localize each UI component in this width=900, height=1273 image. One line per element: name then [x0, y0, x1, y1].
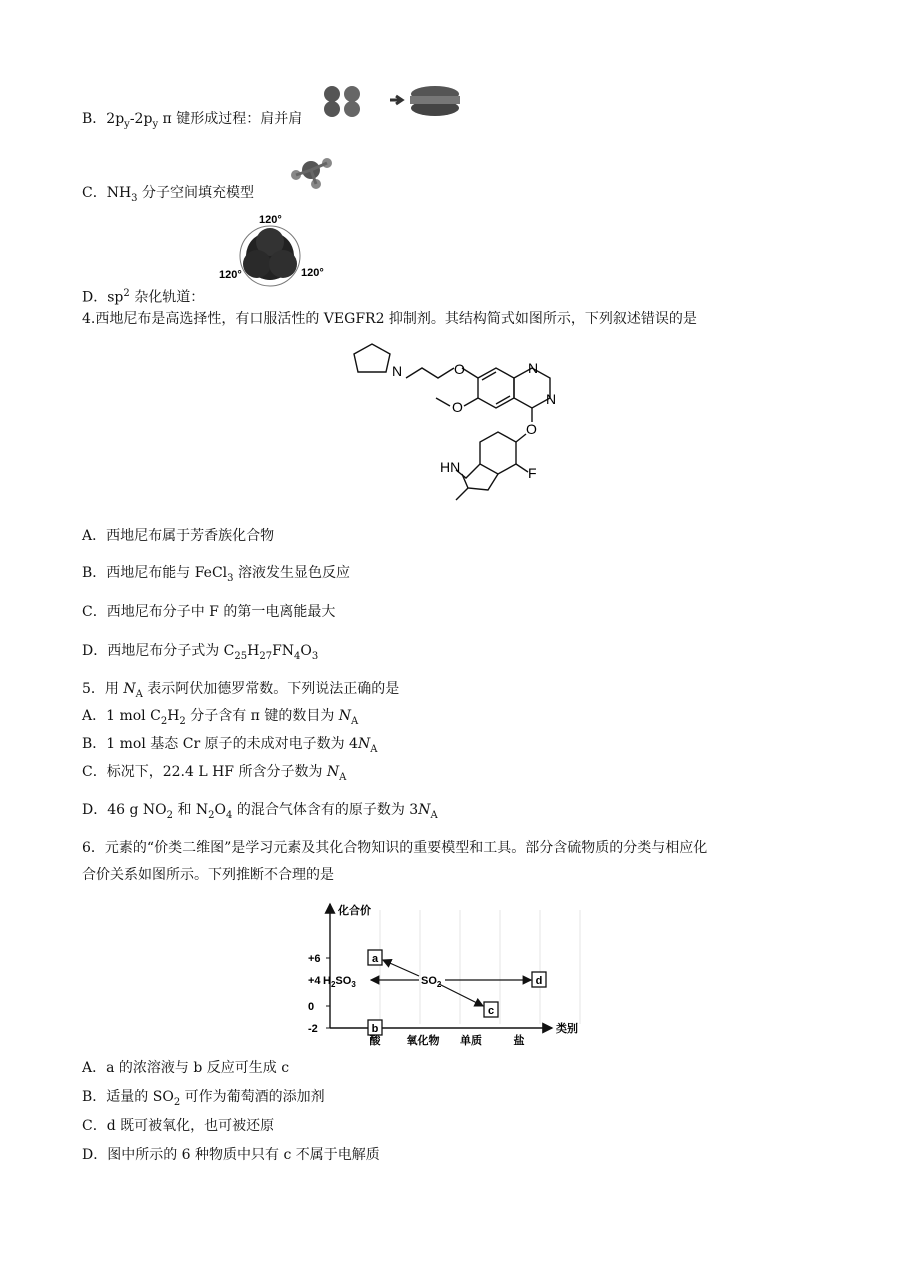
y-tick-labels [308, 953, 330, 1035]
atom-n-ring-1: N [528, 360, 539, 376]
atom-hn: HN [440, 459, 461, 475]
q5-option-d: D．46 g $NO_2$ 和 $N_2O_4$ 的混合气体含有的原子数为 $3N_A$ [82, 802, 438, 821]
q6-option-d: D．图中所示的 6 种物质中只有 c 不属于电解质 [82, 1147, 380, 1163]
atom-n-pyrrolidine: N [392, 363, 403, 379]
atom-o-link: O [526, 421, 537, 437]
q4-option-b: B．西地尼布能与 FeCl$_3$ 溶液发生显色反应 [82, 565, 350, 584]
angle-label-right: 120° [301, 267, 324, 279]
chart-points [323, 950, 546, 1035]
q4-option-a: A．西地尼布属于芳香族化合物 [82, 528, 275, 544]
point-label-d: d [535, 975, 543, 987]
q6-option-c: C．d 既可被氧化，也可被还原 [82, 1118, 275, 1134]
point-label-a: a [371, 953, 379, 965]
arrow-so2-to-c [439, 984, 483, 1006]
q3-option-b: B．$2p_y-2p_y$ π 键形成过程：肩并肩 [82, 111, 303, 130]
y-axis-label: 化合价 [338, 905, 371, 917]
angle-label-left: 120° [219, 269, 242, 281]
x-tick-label: 酸 [369, 1035, 381, 1047]
point-label-c: c [487, 1005, 495, 1017]
q5-option-b: B．1 mol 基态 Cr 原子的未成对电子数为 $4N_A$ [82, 736, 378, 755]
q4-option-d: D．西地尼布分子式为 $C_{25}H_{27}FN_4O_3$ [82, 643, 319, 662]
q6-stem-line-1: 6．元素的“价类二维图”是学习元素及其化合物知识的重要模型和工具。部分含硫物质的分类与相应化 [82, 840, 708, 856]
q6-stem-line-2: 合价关系如图所示。下列推断不合理的是 [82, 867, 334, 883]
y-tick-label: +4 [308, 975, 321, 987]
y-tick-label: -2 [308, 1023, 318, 1035]
sp2-orbital-figure [215, 212, 325, 292]
x-axis-label: 类别 [556, 1023, 578, 1035]
y-tick-label: 0 [308, 1001, 315, 1013]
q3-option-c: C．$NH_3$ 分子空间填充模型 [82, 185, 254, 204]
point-label-so2: $SO_2$ [421, 975, 442, 989]
valence-class-chart [300, 896, 590, 1052]
point-label-b: b [371, 1023, 379, 1035]
q3-option-d: D．$sp^2$ 杂化轨道： [82, 288, 205, 306]
atom-o-methoxy: O [452, 399, 463, 415]
q5-stem: 5．用 $N_A$ 表示阿伏加德罗常数。下列说法正确的是 [82, 681, 400, 700]
point-label-h2so3: $H_2SO_3$ [323, 975, 356, 989]
atom-f: F [528, 465, 537, 481]
q6-option-a: A．a 的浓溶液与 b 反应可生成 c [82, 1060, 290, 1076]
pi-bond-orbital-figure [320, 82, 465, 118]
y-tick-label: +6 [308, 953, 321, 965]
x-tick-label: 单质 [460, 1035, 482, 1047]
q5-option-a: A．1 mol $C_2H_2$ 分子含有 π 键的数目为 $N_A$ [82, 708, 359, 727]
x-tick-labels [370, 1033, 525, 1047]
q4-stem: 4.西地尼布是高选择性，有口服活性的 VEGFR2 抑制剂。其结构简式如图所示，下列叙述错误的是 [82, 311, 697, 327]
q5-option-c: C．标况下，22.4 L HF 所含分子数为 $N_A$ [82, 764, 347, 783]
cediranib-structure [340, 338, 580, 510]
q6-option-b: B．适量的 $SO_2$ 可作为葡萄酒的添加剂 [82, 1089, 325, 1108]
q4-option-c: C．西地尼布分子中 F 的第一电离能最大 [82, 604, 336, 620]
x-tick-label: 盐 [513, 1035, 525, 1047]
atom-n-ring-2: N [546, 391, 557, 407]
angle-label-top: 120° [259, 214, 282, 226]
chart-arrows [371, 960, 531, 1006]
arrow-so2-to-a [383, 960, 419, 976]
atom-o-ether: O [454, 361, 465, 377]
nh3-space-filling-model [280, 150, 340, 194]
chart-grid [380, 910, 580, 1024]
x-tick-label: 氧化物 [406, 1035, 440, 1047]
